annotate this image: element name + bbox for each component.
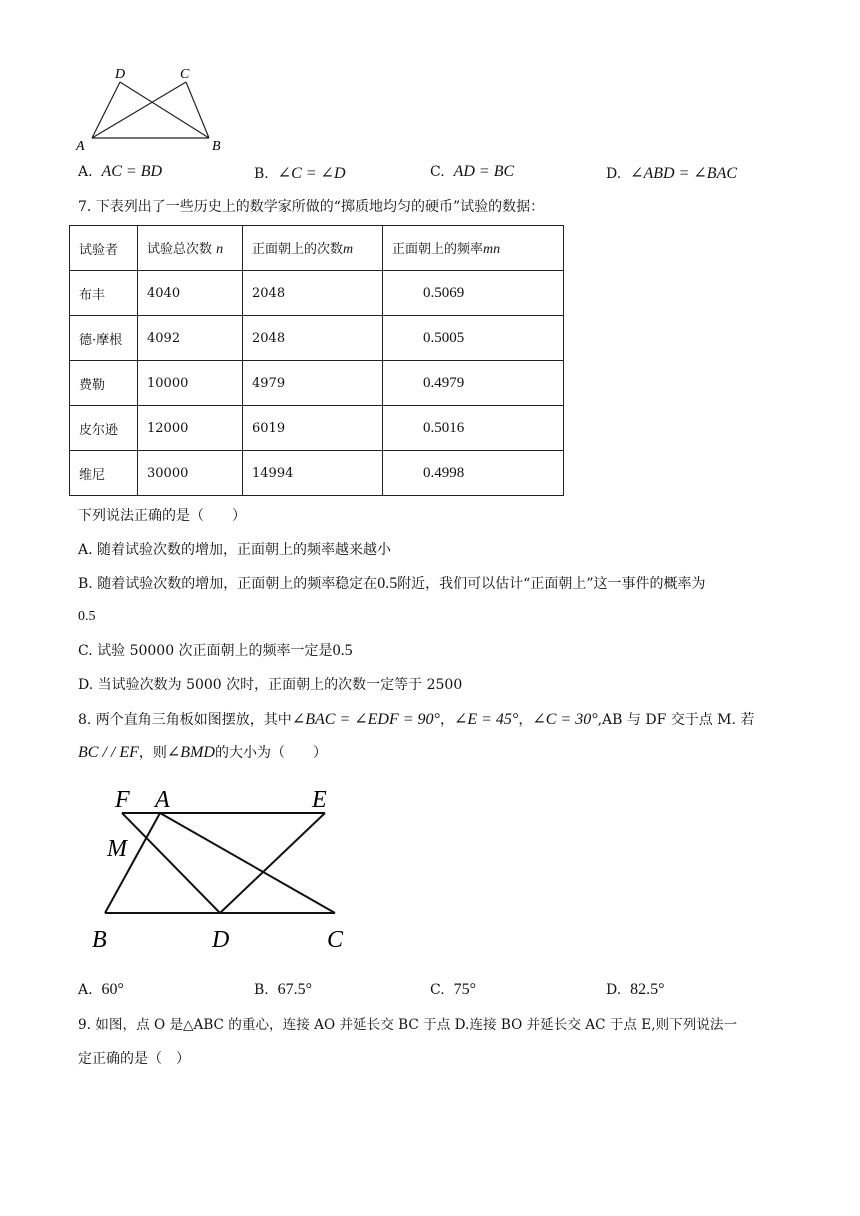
q8-label-e: E <box>312 787 327 813</box>
q8-stem-line2 <box>78 743 784 763</box>
q6-label-a: A <box>76 139 85 154</box>
q8-option-b[interactable] <box>254 981 312 999</box>
table-cell: 维尼 <box>70 451 138 496</box>
q8-stem-line1: 8. 两个直角三角板如图摆放，其中∠BAC = ∠EDF = 90°，∠E = 45°，∠C = 30°,AB 与 DF 交于点 M. 若 <box>78 711 755 728</box>
table-cell: 30000 <box>138 451 243 496</box>
q9-stem-line1: 9. 如图，点 O 是△ABC 的重心，连接 AO 并延长交 BC 于点 D.连接 BO 并延长交 AC 于点 E,则下列说法一 <box>78 1017 738 1033</box>
table-row <box>70 271 564 316</box>
table-cell: 4979 <box>243 361 383 406</box>
option-value: 67.5° <box>277 981 313 998</box>
q7-option-b[interactable] <box>78 574 784 594</box>
q6-figure <box>70 62 230 154</box>
q6-option-b[interactable] <box>254 163 346 183</box>
q8-figure <box>85 785 365 955</box>
q6-label-b: B <box>212 139 221 154</box>
table-row <box>70 361 564 406</box>
table-header-row <box>70 226 564 271</box>
table-cell: 德·摩根 <box>70 316 138 361</box>
table-cell: 10000 <box>138 361 243 406</box>
option-letter: A. <box>78 164 93 180</box>
table-cell: 布丰 <box>70 271 138 316</box>
q7-stem: 7. 下表列出了一些历史上的数学家所做的“掷质地均匀的硬币”试验的数据： <box>78 199 545 215</box>
table-cell: 0.4979 <box>383 361 564 406</box>
option-b-number: 0.5 <box>377 575 398 592</box>
q8-text-2: ,AB 与 DF 交于点 M. 若 <box>597 712 755 728</box>
option-c-text: C. 试验 50000 次正面朝上的频率一定是 <box>78 643 333 659</box>
q8-label-d: D <box>212 927 230 953</box>
option-b-text-2: 附近，我们可以估计“正面朝上”这一事件的概率为 <box>397 576 706 592</box>
header-cell: 试验总次数 n <box>138 226 243 271</box>
header-cell: 正面朝上的次数m <box>243 226 383 271</box>
option-value: 75° <box>453 981 476 998</box>
option-letter: B. <box>254 166 269 182</box>
q6-option-c[interactable] <box>430 163 514 181</box>
q6-label-c: C <box>180 67 190 82</box>
table-cell: 12000 <box>138 406 243 451</box>
table-cell: 4040 <box>138 271 243 316</box>
option-value: 60° <box>101 981 124 998</box>
q8-label-a: A <box>155 787 170 813</box>
table-row <box>70 451 564 496</box>
q7-table <box>69 225 564 496</box>
header-cell: 正面朝上的频率mn <box>383 226 564 271</box>
q8-math-1: ∠BAC = ∠EDF = 90° <box>291 711 440 728</box>
option-letter: B. <box>254 982 269 998</box>
option-b-text: B. 随着试验次数的增加，正面朝上的频率稳定在 <box>78 576 378 592</box>
q7-option-b-cont: 0.5 <box>78 609 96 624</box>
table-cell: 14994 <box>243 451 383 496</box>
q8-math-3: ∠C = 30° <box>532 711 598 728</box>
table-cell: 2048 <box>243 271 383 316</box>
table-cell: 6019 <box>243 406 383 451</box>
option-letter: C. <box>430 164 445 180</box>
header-cell: 试验者 <box>70 226 138 271</box>
q9-stem-line2: 定正确的是（ ） <box>78 1051 190 1067</box>
option-expr: AD = BC <box>453 163 515 180</box>
q8-options <box>78 981 778 1001</box>
q8-option-c[interactable] <box>430 981 476 999</box>
option-expr: ∠ABD = ∠BAC <box>630 165 738 182</box>
table-cell: 4092 <box>138 316 243 361</box>
table-row <box>70 316 564 361</box>
option-letter: A. <box>78 982 93 998</box>
q6-option-a[interactable] <box>78 163 162 181</box>
q8-label-f: F <box>115 787 130 813</box>
q8-label-b: B <box>92 927 107 953</box>
q7-option-a[interactable]: A. 随着试验次数的增加，正面朝上的频率越来越小 <box>78 542 392 558</box>
q8-label-c: C <box>327 927 344 953</box>
table-row <box>70 406 564 451</box>
table-cell: 0.5069 <box>383 271 564 316</box>
table-cell: 费勒 <box>70 361 138 406</box>
q7-option-d[interactable]: D. 当试验次数为 5000 次时，正面朝上的次数一定等于 2500 <box>78 677 463 693</box>
q8-text-4: 的大小为（ ） <box>214 745 327 761</box>
option-expr: AC = BD <box>101 163 163 180</box>
option-c-number: 0.5 <box>332 642 353 659</box>
table-cell: 皮尔逊 <box>70 406 138 451</box>
q8-math-4: BC / / EF <box>78 744 139 761</box>
q6-option-d[interactable] <box>606 163 737 183</box>
q8-option-d[interactable] <box>606 981 665 999</box>
option-expr: ∠C = ∠D <box>277 165 346 182</box>
q8-math-5: ∠BMD <box>166 744 215 761</box>
q7-question: 下列说法正确的是（ ） <box>78 508 246 524</box>
table-cell: 2048 <box>243 316 383 361</box>
option-value: 82.5° <box>630 981 665 998</box>
table-cell: 0.5005 <box>383 316 564 361</box>
table-cell: 0.4998 <box>383 451 564 496</box>
q6-label-d: D <box>115 67 126 82</box>
option-letter: C. <box>430 982 445 998</box>
q6-options <box>78 163 778 183</box>
q8-label-m: M <box>107 836 127 862</box>
q8-math-2: ∠E = 45° <box>453 711 519 728</box>
q8-text-3: ，则 <box>138 745 167 761</box>
q7-option-c[interactable] <box>78 641 784 661</box>
q8-option-a[interactable] <box>78 981 124 999</box>
option-letter: D. <box>606 982 622 998</box>
option-letter: D. <box>606 166 622 182</box>
table-cell: 0.5016 <box>383 406 564 451</box>
q8-text: 8. 两个直角三角板如图摆放，其中 <box>78 712 292 728</box>
